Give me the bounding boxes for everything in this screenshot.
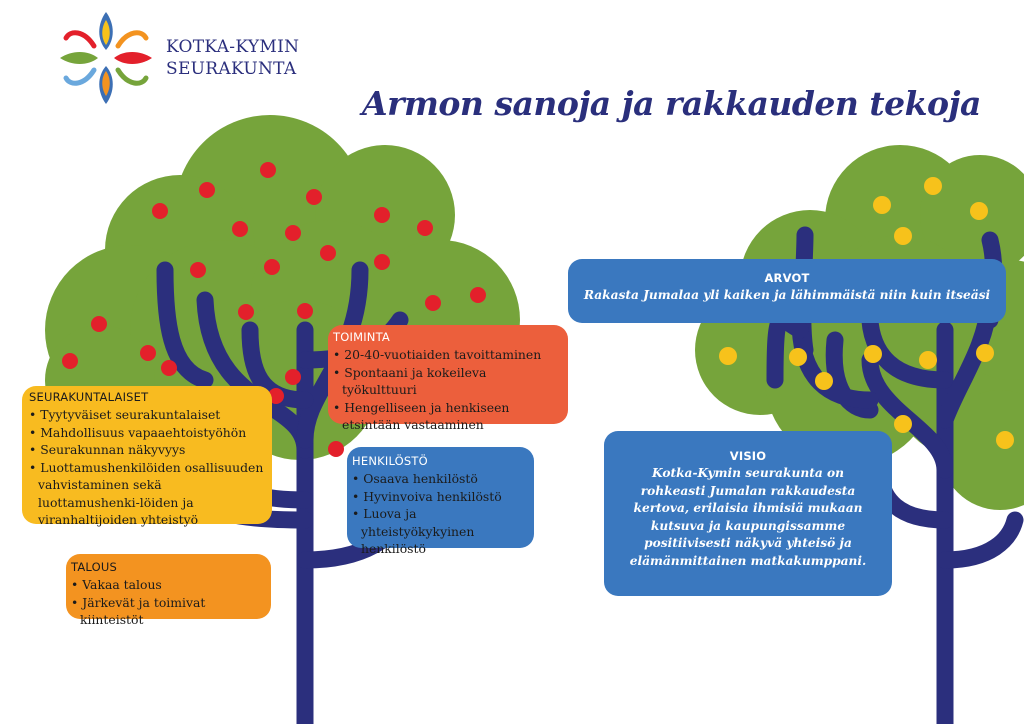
arvot-header: ARVOT	[764, 271, 810, 285]
parish-name	[166, 36, 299, 80]
parish-name-line1: KOTKA-KYMIN	[166, 37, 300, 57]
arvot-text: Rakasta Jumalaa yli kaiken ja lähimmäistä niin kuin itseäsi	[583, 288, 991, 302]
arvot-box	[568, 259, 1006, 323]
seurakuntalaiset-box	[22, 386, 272, 527]
list-item: • Mahdollisuus vapaaehtoistyöhön	[29, 424, 266, 442]
henkilosto-box	[347, 447, 534, 556]
toiminta-box	[328, 325, 568, 432]
page-title: Armon sanoja ja rakkauden tekoja	[362, 84, 981, 123]
list-item: • Hyvinvoiva henkilöstö	[352, 488, 528, 506]
visio-text: Kotka-Kymin seurakunta on rohkeasti Jumalan rakkaudesta kertova, erilaisia ihmisiä mukaan kutsuva ja kaupungissamme positiivisesti näkyvä yhteisö ja elämänmittainen matkakumppani.	[629, 466, 867, 568]
list-item: • Osaava henkilöstö	[352, 470, 528, 488]
visio-box	[604, 431, 892, 596]
list-item: • Spontaani ja kokeileva työkulttuuri	[333, 364, 562, 399]
list-item: • Vakaa talous	[71, 576, 265, 594]
henkilosto-header: HENKILÖSTÖ	[352, 454, 428, 468]
list-item: • 20-40-vuotiaiden tavoittaminen	[333, 346, 562, 364]
list-item: • Seurakunnan näkyvyys	[29, 441, 266, 459]
list-item: • Luottamushenkilöiden osallisuuden vahvistaminen sekä luottamushenki-löiden ja viranhaltijoiden yhteistyö	[29, 459, 266, 529]
parish-logo-icon	[60, 12, 152, 104]
parish-name-line2: SEURAKUNTA	[166, 59, 297, 79]
list-item: • Tyytyväiset seurakuntalaiset	[29, 406, 266, 424]
seurakuntalaiset-header: SEURAKUNTALAISET	[29, 390, 149, 404]
list-item: • Luova ja yhteistyökykyinen henkilöstö	[352, 505, 528, 558]
list-item: • Järkevät ja toimivat kiinteistöt	[71, 594, 265, 629]
visio-header: VISIO	[729, 449, 767, 463]
list-item: • Hengelliseen ja henkiseen etsintään vastaaminen	[333, 399, 562, 434]
toiminta-header: TOIMINTA	[333, 330, 390, 344]
talous-box	[66, 554, 271, 627]
talous-header: TALOUS	[71, 560, 117, 574]
